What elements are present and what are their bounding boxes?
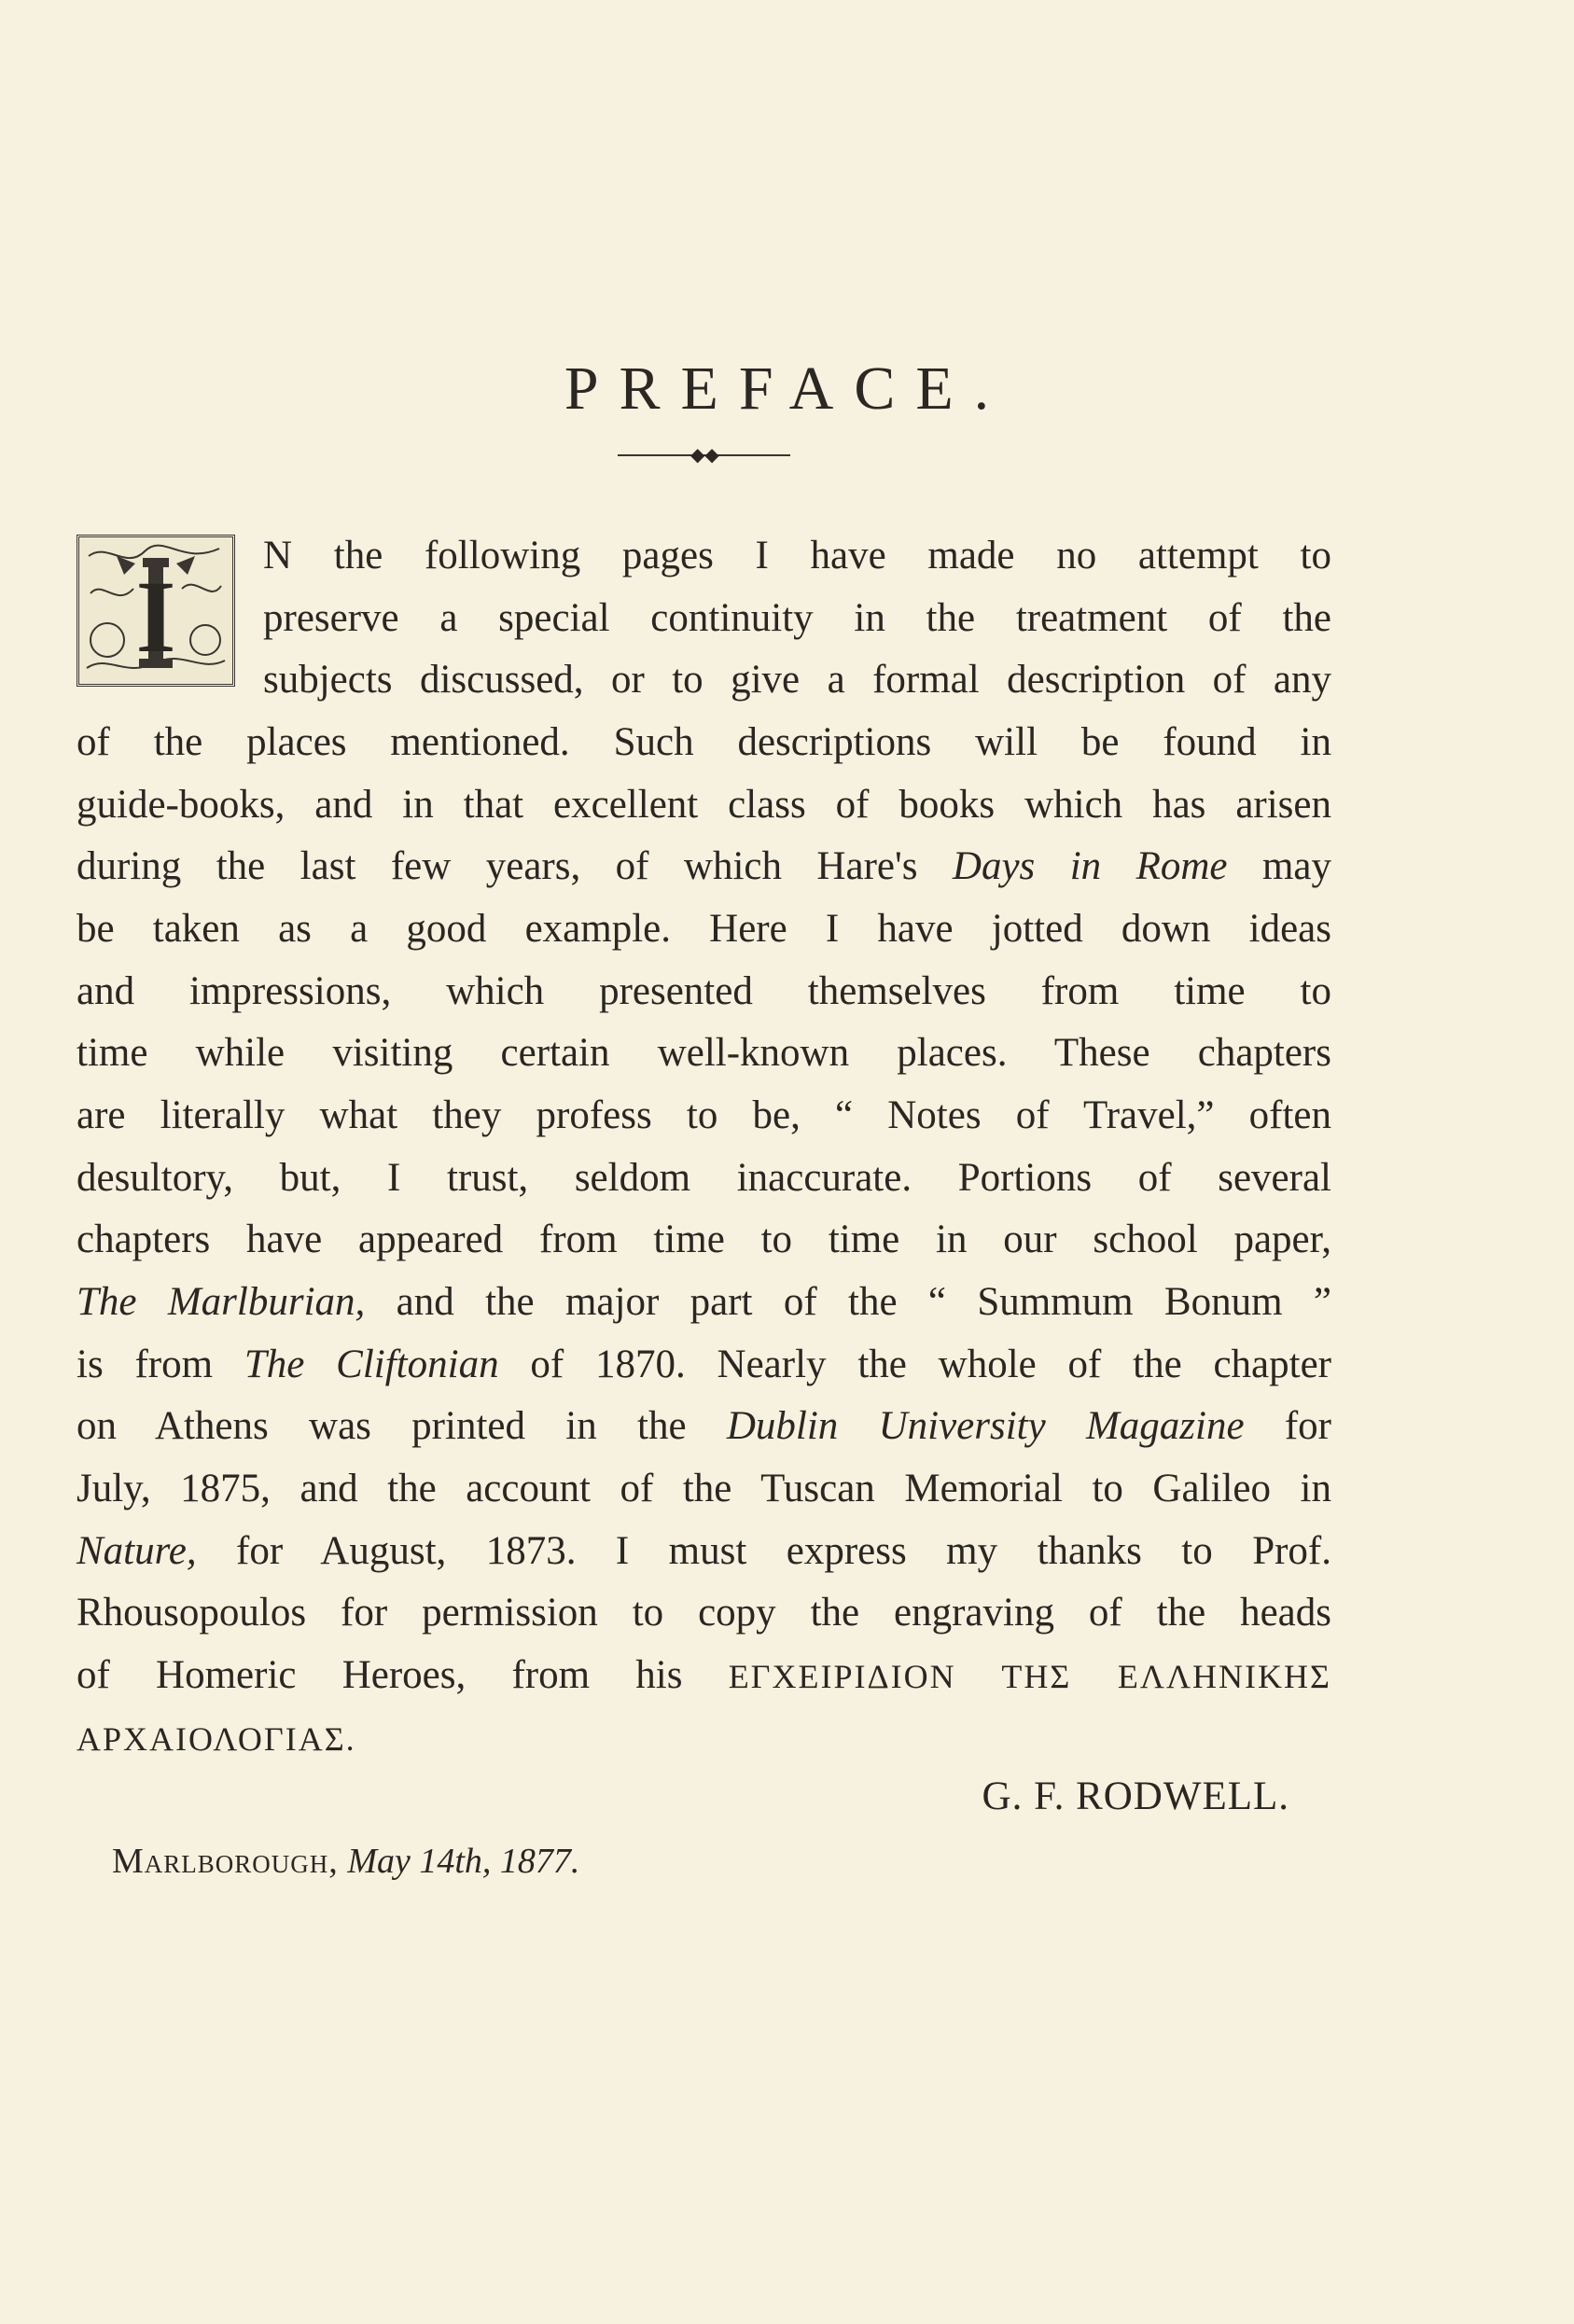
dateline [112, 1839, 579, 1884]
text-line: chapters have appeared from time to time in our school paper, [77, 1218, 1331, 1261]
italic-title: Days in Rome [952, 844, 1228, 888]
svg-text:I: I [135, 560, 176, 674]
text-line: time while visiting certain well-known places. These chapters [77, 1031, 1331, 1075]
greek-title: ΕΓΧΕΙΡΙΔΙΟΝ ΤΗΣ ΕΛΛΗΝΙΚΗΣ [728, 1658, 1331, 1695]
text-fragment: of Homeric Heroes, from his [77, 1653, 729, 1697]
greek-title: ΑΡΧΑΙΟΛΟΓΙΑΣ. [77, 1720, 356, 1758]
text-line: subjects discussed, or to give a formal description of any [263, 658, 1331, 702]
italic-title: Nature, [77, 1529, 197, 1573]
dateline-place: Marlborough, [112, 1842, 339, 1881]
text-line [77, 1341, 1331, 1389]
rule-ornament: ◆◆ [690, 445, 719, 466]
text-fragment: is from [77, 1343, 244, 1386]
italic-title: The Cliftonian [244, 1343, 499, 1386]
dateline-date: May 14th, 1877. [347, 1842, 580, 1881]
text-line [77, 1714, 1331, 1763]
text-fragment: of 1870. Nearly the whole of the chapter [498, 1343, 1331, 1386]
text-line [77, 842, 1331, 891]
italic-title: Dublin University Magazine [726, 1404, 1245, 1448]
text-fragment: and the major part of the “ Summum Bonum ” [365, 1280, 1331, 1324]
text-line: N the following pages I have made no attempt to [263, 534, 1331, 578]
text-line: and impressions, which presented themselves from time to [77, 969, 1331, 1013]
author-signature: G. F. RODWELL. [982, 1774, 1289, 1818]
text-line: of the places mentioned. Such descriptions will be found in [77, 720, 1331, 764]
drop-cap [77, 535, 235, 687]
text-line [77, 1527, 1331, 1576]
text-line [77, 1278, 1331, 1327]
text-fragment: during the last few years, of which Hare's [77, 844, 953, 888]
text-line: Rhousopoulos for permission to copy the engraving of the heads [77, 1591, 1331, 1635]
italic-title: The Marlburian, [77, 1280, 366, 1324]
text-fragment: for August, 1873. I must express my thanks to Prof. [196, 1529, 1331, 1573]
text-line: July, 1875, and the account of the Tuscan Memorial to Galileo in [77, 1467, 1331, 1510]
text-line: desultory, but, I trust, seldom inaccurate. Portions of several [77, 1156, 1331, 1200]
text-fragment: may [1227, 844, 1331, 888]
text-fragment: for [1244, 1404, 1331, 1448]
text-line: are literally what they profess to be, “ Notes of Travel,” often [77, 1093, 1331, 1137]
text-line: preserve a special continuity in the treatment of the [263, 596, 1331, 640]
page-title: PREFACE. [564, 355, 1010, 424]
text-line [77, 1402, 1331, 1451]
text-fragment: on Athens was printed in the [77, 1404, 727, 1448]
text-line: guide-books, and in that excellent class of books which has arisen [77, 783, 1331, 827]
text-line: be taken as a good example. Here I have jotted down ideas [77, 907, 1331, 951]
text-line [77, 1651, 1331, 1701]
ornament-icon [79, 537, 232, 684]
